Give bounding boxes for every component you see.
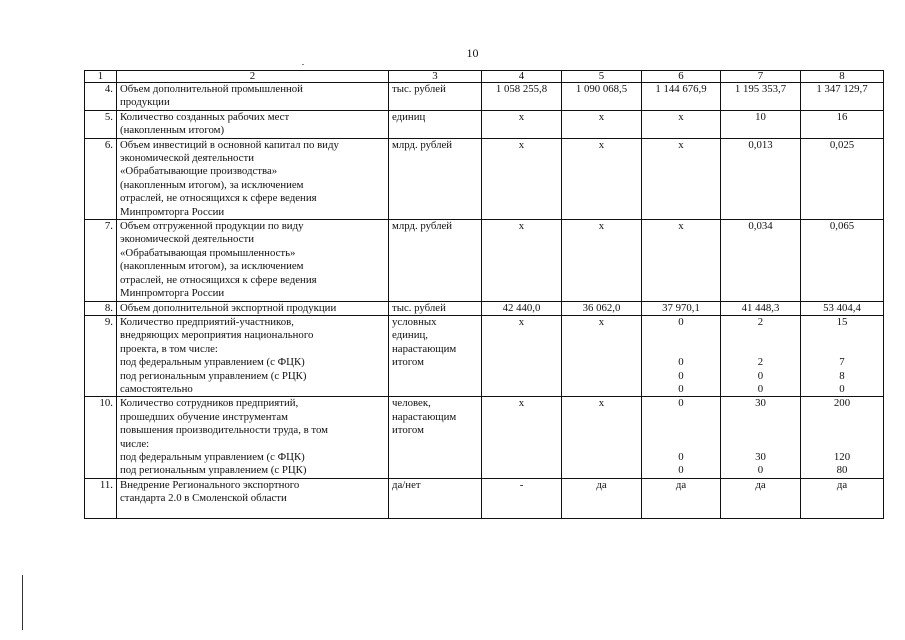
- value-line: да: [755, 478, 766, 491]
- value-line: 1 347 129,7: [816, 83, 868, 95]
- value-cell: [642, 478, 721, 518]
- indicators-table: [84, 70, 884, 519]
- value-line: 10: [755, 110, 766, 123]
- value-cell: [642, 110, 721, 138]
- indicator-name-line: Объем инвестиций в основной капитал по виду: [120, 138, 339, 151]
- indicator-name-line: отраслей, не относящихся к сфере ведения: [120, 192, 317, 205]
- value-cell: [721, 220, 801, 301]
- value-cell: [721, 138, 801, 219]
- unit-of-measure: [389, 397, 482, 478]
- indicator-name-line: под федеральным управлением (с ФЦК): [120, 450, 305, 463]
- unit-line: млрд. рублей: [392, 220, 453, 233]
- row-number: 4.: [85, 83, 117, 111]
- value-line: 0: [678, 315, 684, 328]
- indicator-name-line: (накопленным итогом), за исключением: [120, 260, 304, 273]
- value-line: 1 058 255,8: [495, 83, 548, 95]
- indicator-name-line: отраслей, не относящихся к сфере ведения: [120, 273, 317, 286]
- unit-line: итогом: [392, 424, 424, 437]
- value-cell: [482, 220, 562, 301]
- value-cell: [721, 83, 801, 111]
- value-line: х: [678, 220, 684, 233]
- header-cell: 7: [721, 71, 801, 83]
- value-line: 16: [836, 110, 848, 123]
- value-line: 8: [839, 369, 845, 382]
- value-line: 0: [678, 369, 684, 382]
- value-cell: [562, 397, 642, 478]
- indicator-name-line: «Обрабатывающие производства»: [120, 165, 278, 178]
- indicator-name-line: повышения производительности труда, в том: [120, 424, 329, 437]
- value-line: [724, 438, 797, 451]
- value-line: 200: [833, 397, 851, 410]
- unit-of-measure: [389, 478, 482, 518]
- table-row: [85, 138, 884, 219]
- value-line: 1 195 353,7: [734, 83, 787, 95]
- header-row: [85, 71, 884, 83]
- value-line: 0: [678, 356, 684, 369]
- table-row: [85, 478, 884, 518]
- row-number: 7.: [85, 220, 117, 301]
- value-line: х: [678, 110, 684, 123]
- unit-of-measure: [389, 301, 482, 315]
- value-line: 15: [836, 315, 848, 328]
- unit-of-measure: [389, 110, 482, 138]
- value-line: 0: [678, 397, 684, 410]
- indicator-name-line: проекта, в том числе:: [120, 342, 218, 355]
- value-cell: [482, 83, 562, 111]
- value-cell: [562, 110, 642, 138]
- value-cell: [801, 110, 884, 138]
- header-cell: 8: [801, 71, 884, 83]
- unit-line: человек,: [392, 397, 431, 410]
- value-cell: [482, 397, 562, 478]
- value-line: -: [519, 478, 524, 491]
- value-cell: [721, 110, 801, 138]
- indicator-name-line: прошедших обучение инструментам: [120, 410, 288, 423]
- value-line: 0,013: [748, 138, 773, 151]
- value-line: 0: [757, 382, 764, 395]
- indicator-name-line: (накопленным итогом): [120, 124, 225, 137]
- value-cell: [642, 83, 721, 111]
- value-line: х: [518, 110, 525, 123]
- value-cell: [642, 220, 721, 301]
- header-cell: 5: [562, 71, 642, 83]
- value-line: 1 090 068,5: [575, 83, 628, 95]
- value-line: да: [596, 478, 607, 491]
- unit-line: млрд. рублей: [392, 138, 453, 151]
- indicator-name: [117, 220, 389, 301]
- value-line: х: [518, 315, 525, 328]
- value-cell: [562, 220, 642, 301]
- indicator-name-line: Внедрение Регионального экспортного: [120, 478, 300, 491]
- value-line: [645, 329, 717, 342]
- value-line: 0: [839, 382, 845, 395]
- row-number: 11.: [85, 478, 117, 518]
- table-row: [85, 110, 884, 138]
- value-cell: [482, 301, 562, 315]
- value-line: 42 440,0: [502, 301, 541, 314]
- unit-line: условных: [392, 315, 437, 328]
- value-line: 2: [757, 356, 764, 369]
- row-number: 6.: [85, 138, 117, 219]
- unit-of-measure: [389, 315, 482, 396]
- row-number: 8.: [85, 301, 117, 315]
- value-line: х: [598, 138, 605, 151]
- value-cell: [642, 301, 721, 315]
- header-cell: 2: [117, 71, 389, 83]
- header-cell: 6: [642, 71, 721, 83]
- indicator-name-line: Объем дополнительной промышленной: [120, 83, 303, 95]
- value-cell: [642, 315, 721, 396]
- value-cell: [801, 478, 884, 518]
- value-line: х: [598, 110, 605, 123]
- value-line: 37 970,1: [662, 301, 700, 314]
- value-line: [804, 411, 880, 424]
- value-line: [804, 438, 880, 451]
- value-line: [645, 424, 717, 437]
- table-row: [85, 83, 884, 111]
- indicator-name-line: стандарта 2.0 в Смоленской области: [120, 492, 287, 505]
- value-line: [724, 329, 797, 342]
- unit-line: тыс. рублей: [392, 301, 446, 314]
- indicator-name: [117, 138, 389, 219]
- value-cell: [801, 301, 884, 315]
- value-line: [645, 438, 717, 451]
- value-line: 0: [757, 464, 764, 477]
- row-number: 9.: [85, 315, 117, 396]
- value-line: да: [836, 478, 848, 491]
- value-cell: [482, 138, 562, 219]
- value-cell: [721, 315, 801, 396]
- indicator-name-line: Количество сотрудников предприятий,: [120, 397, 299, 410]
- value-line: х: [598, 220, 605, 233]
- value-cell: [562, 83, 642, 111]
- indicator-name-line: Количество предприятий-участников,: [120, 315, 294, 328]
- indicator-name-line: Минпромторга России: [120, 287, 225, 300]
- indicator-name-line: экономической деятельности: [120, 233, 254, 246]
- value-line: 0: [678, 464, 684, 477]
- value-line: х: [678, 138, 684, 151]
- indicator-name-line: Объем отгруженной продукции по виду: [120, 220, 304, 233]
- value-cell: [562, 315, 642, 396]
- value-line: 0: [757, 369, 764, 382]
- value-line: 30: [755, 397, 766, 410]
- value-line: [804, 424, 880, 437]
- value-line: х: [598, 315, 605, 328]
- indicator-name-line: под федеральным управлением (с ФЦК): [120, 356, 305, 369]
- value-line: 0,065: [829, 220, 855, 233]
- value-cell: [801, 397, 884, 478]
- indicator-name-line: внедряющих мероприятия национального: [120, 329, 314, 342]
- value-cell: [642, 397, 721, 478]
- value-line: х: [598, 397, 605, 410]
- row-number: 5.: [85, 110, 117, 138]
- unit-line: нарастающим: [392, 342, 457, 355]
- header-cell: 3: [389, 71, 482, 83]
- value-cell: [642, 138, 721, 219]
- indicator-name-line: (накопленным итогом), за исключением: [120, 178, 304, 191]
- unit-line: итогом: [392, 356, 424, 369]
- value-cell: [721, 301, 801, 315]
- value-cell: [482, 478, 562, 518]
- value-line: 0,034: [748, 220, 773, 233]
- unit-of-measure: [389, 220, 482, 301]
- unit-line: единиц: [392, 110, 426, 123]
- value-line: 0: [678, 450, 684, 463]
- table-row: [85, 301, 884, 315]
- value-cell: [562, 478, 642, 518]
- value-line: 0: [678, 382, 684, 395]
- value-cell: [482, 315, 562, 396]
- indicator-name-line: Количество созданных рабочих мест: [120, 110, 290, 123]
- value-line: х: [518, 138, 525, 151]
- indicator-name-line: Объем дополнительной экспортной продукции: [120, 301, 337, 314]
- value-cell: [801, 83, 884, 111]
- page-number: 10: [466, 46, 479, 60]
- table-row: [85, 315, 884, 396]
- header-cell: 4: [482, 71, 562, 83]
- table-row: [85, 397, 884, 478]
- unit-line: тыс. рублей: [392, 83, 446, 95]
- scan-speck: [302, 64, 304, 65]
- indicator-name-line: экономической деятельности: [120, 152, 254, 165]
- value-line: 2: [757, 315, 764, 328]
- value-line: х: [518, 220, 525, 233]
- value-cell: [482, 110, 562, 138]
- value-cell: [801, 220, 884, 301]
- indicator-name-line: под региональным управлением (с РЦК): [120, 369, 307, 382]
- value-line: 36 062,0: [582, 301, 621, 314]
- indicator-name: [117, 110, 389, 138]
- value-line: [645, 343, 717, 356]
- value-cell: [562, 301, 642, 315]
- unit-line: да/нет: [392, 478, 421, 491]
- indicator-name-line: числе:: [120, 437, 150, 450]
- unit-line: единиц,: [392, 329, 428, 342]
- value-line: [804, 329, 880, 342]
- value-line: [724, 411, 797, 424]
- indicator-name: [117, 83, 389, 111]
- value-line: х: [518, 397, 525, 410]
- row-number: 10.: [85, 397, 117, 478]
- indicator-name-line: «Обрабатывающая промышленность»: [120, 246, 296, 259]
- value-line: 53 404,4: [823, 301, 861, 314]
- value-line: да: [675, 478, 687, 491]
- table-body: [85, 71, 884, 519]
- unit-line: нарастающим: [392, 410, 457, 423]
- value-cell: [801, 138, 884, 219]
- indicator-name-line: под региональным управлением (с РЦК): [120, 464, 307, 477]
- value-line: 7: [839, 356, 845, 369]
- value-cell: [562, 138, 642, 219]
- value-cell: [721, 478, 801, 518]
- value-line: [724, 343, 797, 356]
- table-row: [85, 220, 884, 301]
- unit-of-measure: [389, 83, 482, 111]
- indicator-name-line: самостоятельно: [120, 382, 193, 395]
- value-line: 41 448,3: [741, 301, 780, 314]
- indicator-name: [117, 397, 389, 478]
- indicator-name: [117, 315, 389, 396]
- value-cell: [801, 315, 884, 396]
- indicator-name-line: Минпромторга России: [120, 205, 225, 218]
- value-line: 1 144 676,9: [655, 83, 707, 95]
- value-line: 80: [836, 464, 848, 477]
- indicator-name: [117, 478, 389, 518]
- value-line: 30: [755, 450, 766, 463]
- value-line: 120: [833, 450, 851, 463]
- margin-line: [22, 575, 23, 630]
- indicator-name-line: продукции: [120, 96, 170, 109]
- value-line: [804, 343, 880, 356]
- value-line: 0,025: [829, 138, 855, 151]
- indicator-name: [117, 301, 389, 315]
- header-cell: 1: [85, 71, 117, 83]
- value-cell: [721, 397, 801, 478]
- value-line: [645, 411, 717, 424]
- value-line: [724, 424, 797, 437]
- unit-of-measure: [389, 138, 482, 219]
